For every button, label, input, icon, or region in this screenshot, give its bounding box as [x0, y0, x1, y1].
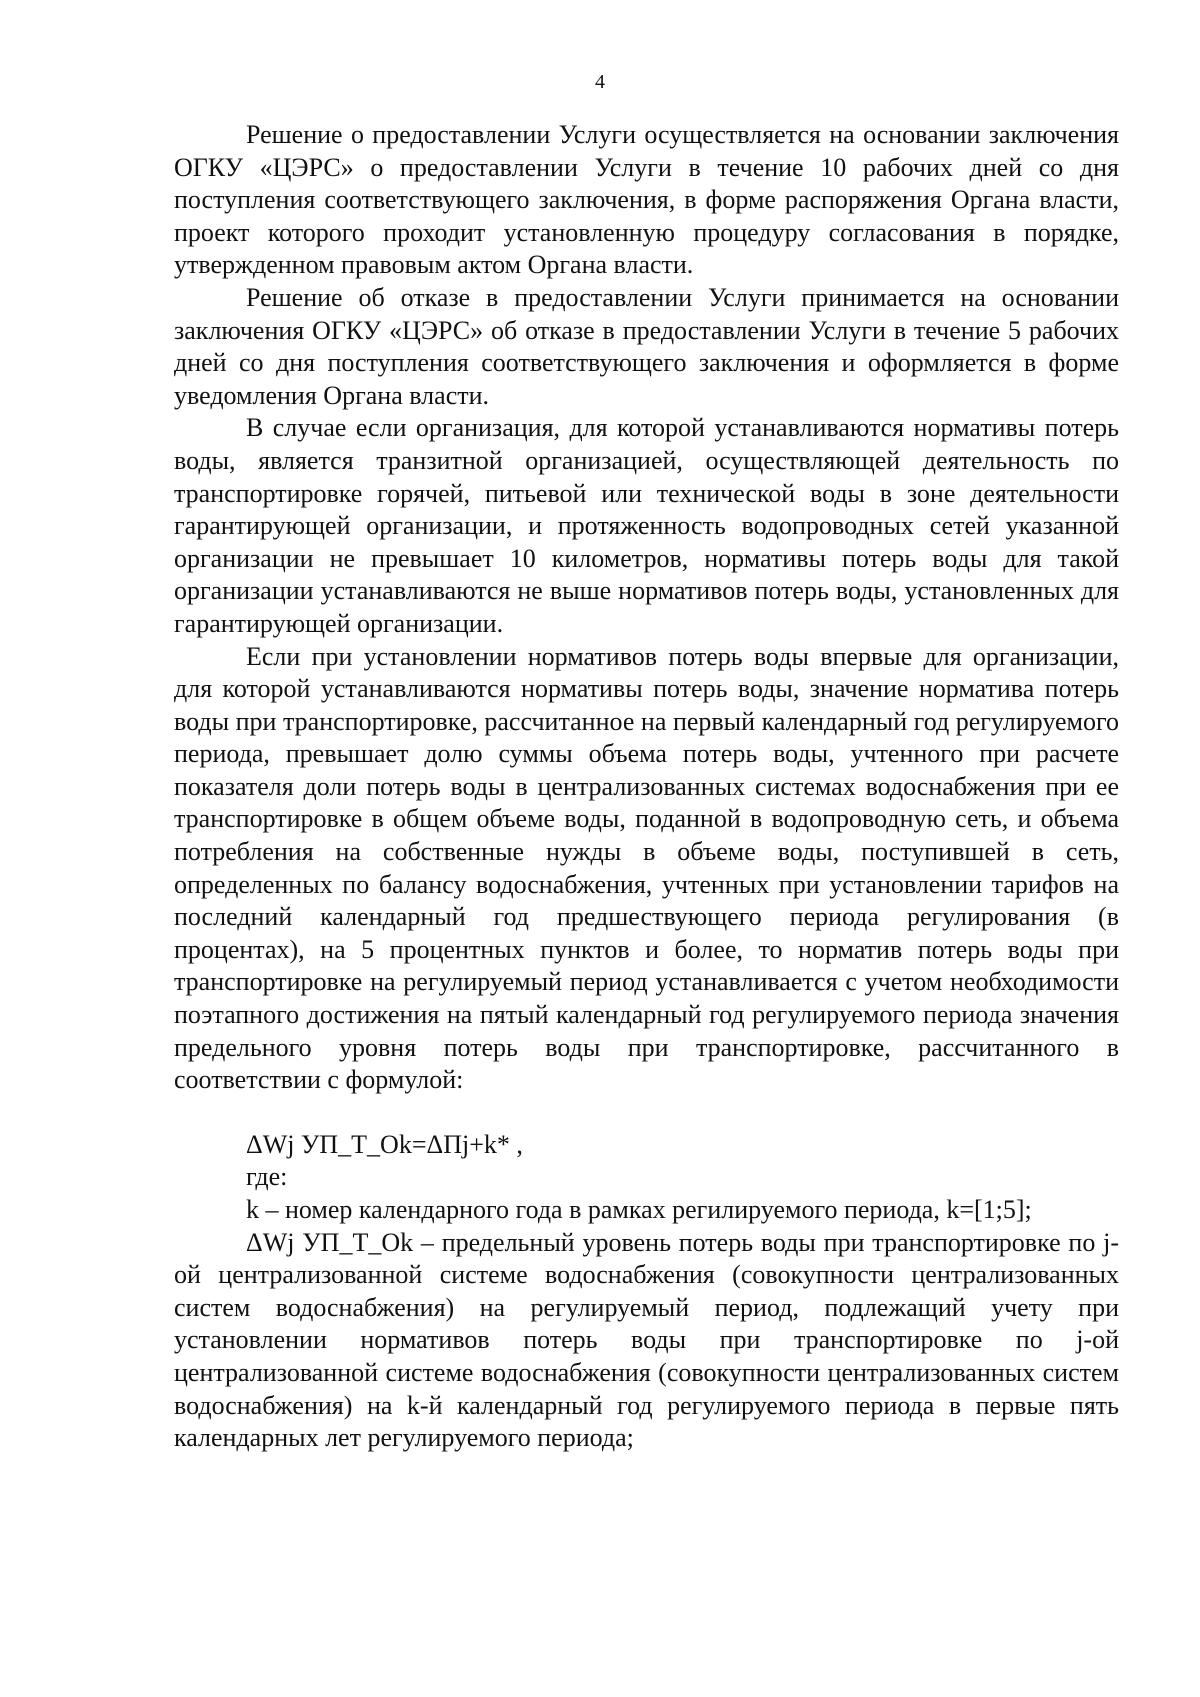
- page-number: 4: [595, 71, 605, 93]
- document-body: [174, 119, 1119, 1455]
- definition-loss-limit: ΔWj УП_Т_Ok – предельный уровень потерь воды при транспортировке по j-ой централизованной системе водоснабжения (совокупности централизованных систем водоснабжения) на регулируемый период, подлежащий учету при установлении нормативов потерь воды при транспортировке по j-ой централизованной системе водоснабжения (совокупности централизованных систем водоснабжения) на k-й календарный год регулируемого периода в первые пять календарных лет регулируемого периода;: [174, 1227, 1119, 1453]
- formula-where-label: где:: [246, 1162, 288, 1192]
- paragraph-transit-organization: В случае если организация, для которой устанавливаются нормативы потерь воды, является транзитной организацией, осуществляющей деятельность по транспортировке горячей, питьевой или технической воды в зоне деятельности гарантирующей организации, и протяженность водопроводных сетей указанной организации не превышает 10 километров, нормативы потерь воды для такой организации устанавливаются не выше нормативов потерь воды, установленных для гарантирующей организации.: [174, 413, 1119, 638]
- formula-block: [174, 1129, 1119, 1194]
- formula: ΔWj УП_Т_Ok=ΔПj+k* ,: [246, 1129, 523, 1159]
- paragraph-service-decision: Решение о предоставлении Услуги осуществляется на основании заключения ОГКУ «ЦЭРС» о предоставлении Услуги в течение 10 рабочих дней со дня поступления соответствующего заключения, в форме распоряжения Органа власти, проект которого проходит установленную процедуру согласования в порядке, утвержденном правовым актом Органа власти.: [174, 120, 1119, 280]
- paragraph-water-loss-norms: Если при установлении нормативов потерь воды впервые для организации, для которой устанавливаются нормативы потерь воды, значение норматива потерь воды при транспортировке, рассчитанное на первый календарный год регулируемого периода, превышает долю суммы объема потерь воды, учтенного при расчете показателя доли потерь воды в централизованных системах водоснабжения при ее транспортировке в общем объеме воды, поданной в водопроводную сеть, и объема потребления на собственные нужды в объеме воды, поступившей в сеть, определенных по балансу водоснабжения, учтенных при установлении тарифов на последний календарный год предшествующего периода регулирования (в процентах), на 5 процентных пунктов и более, то норматив потерь воды при транспортировке на регулируемый период устанавливается с учетом необходимости поэтапного достижения на пятый календарный год регулируемого периода значения предельного уровня потерь воды при транспортировке, рассчитанного в соответствии с формулой:: [174, 641, 1119, 1095]
- paragraph-refusal-decision: Решение об отказе в предоставлении Услуги принимается на основании заключения ОГКУ «ЦЭРС» об отказе в предоставлении Услуги в течение 5 рабочих дней со дня поступления соответствующего заключения и оформляется в форме уведомления Органа власти.: [174, 282, 1119, 410]
- definition-k: k – номер календарного года в рамках регилируемого периода, k=[1;5];: [246, 1195, 1032, 1224]
